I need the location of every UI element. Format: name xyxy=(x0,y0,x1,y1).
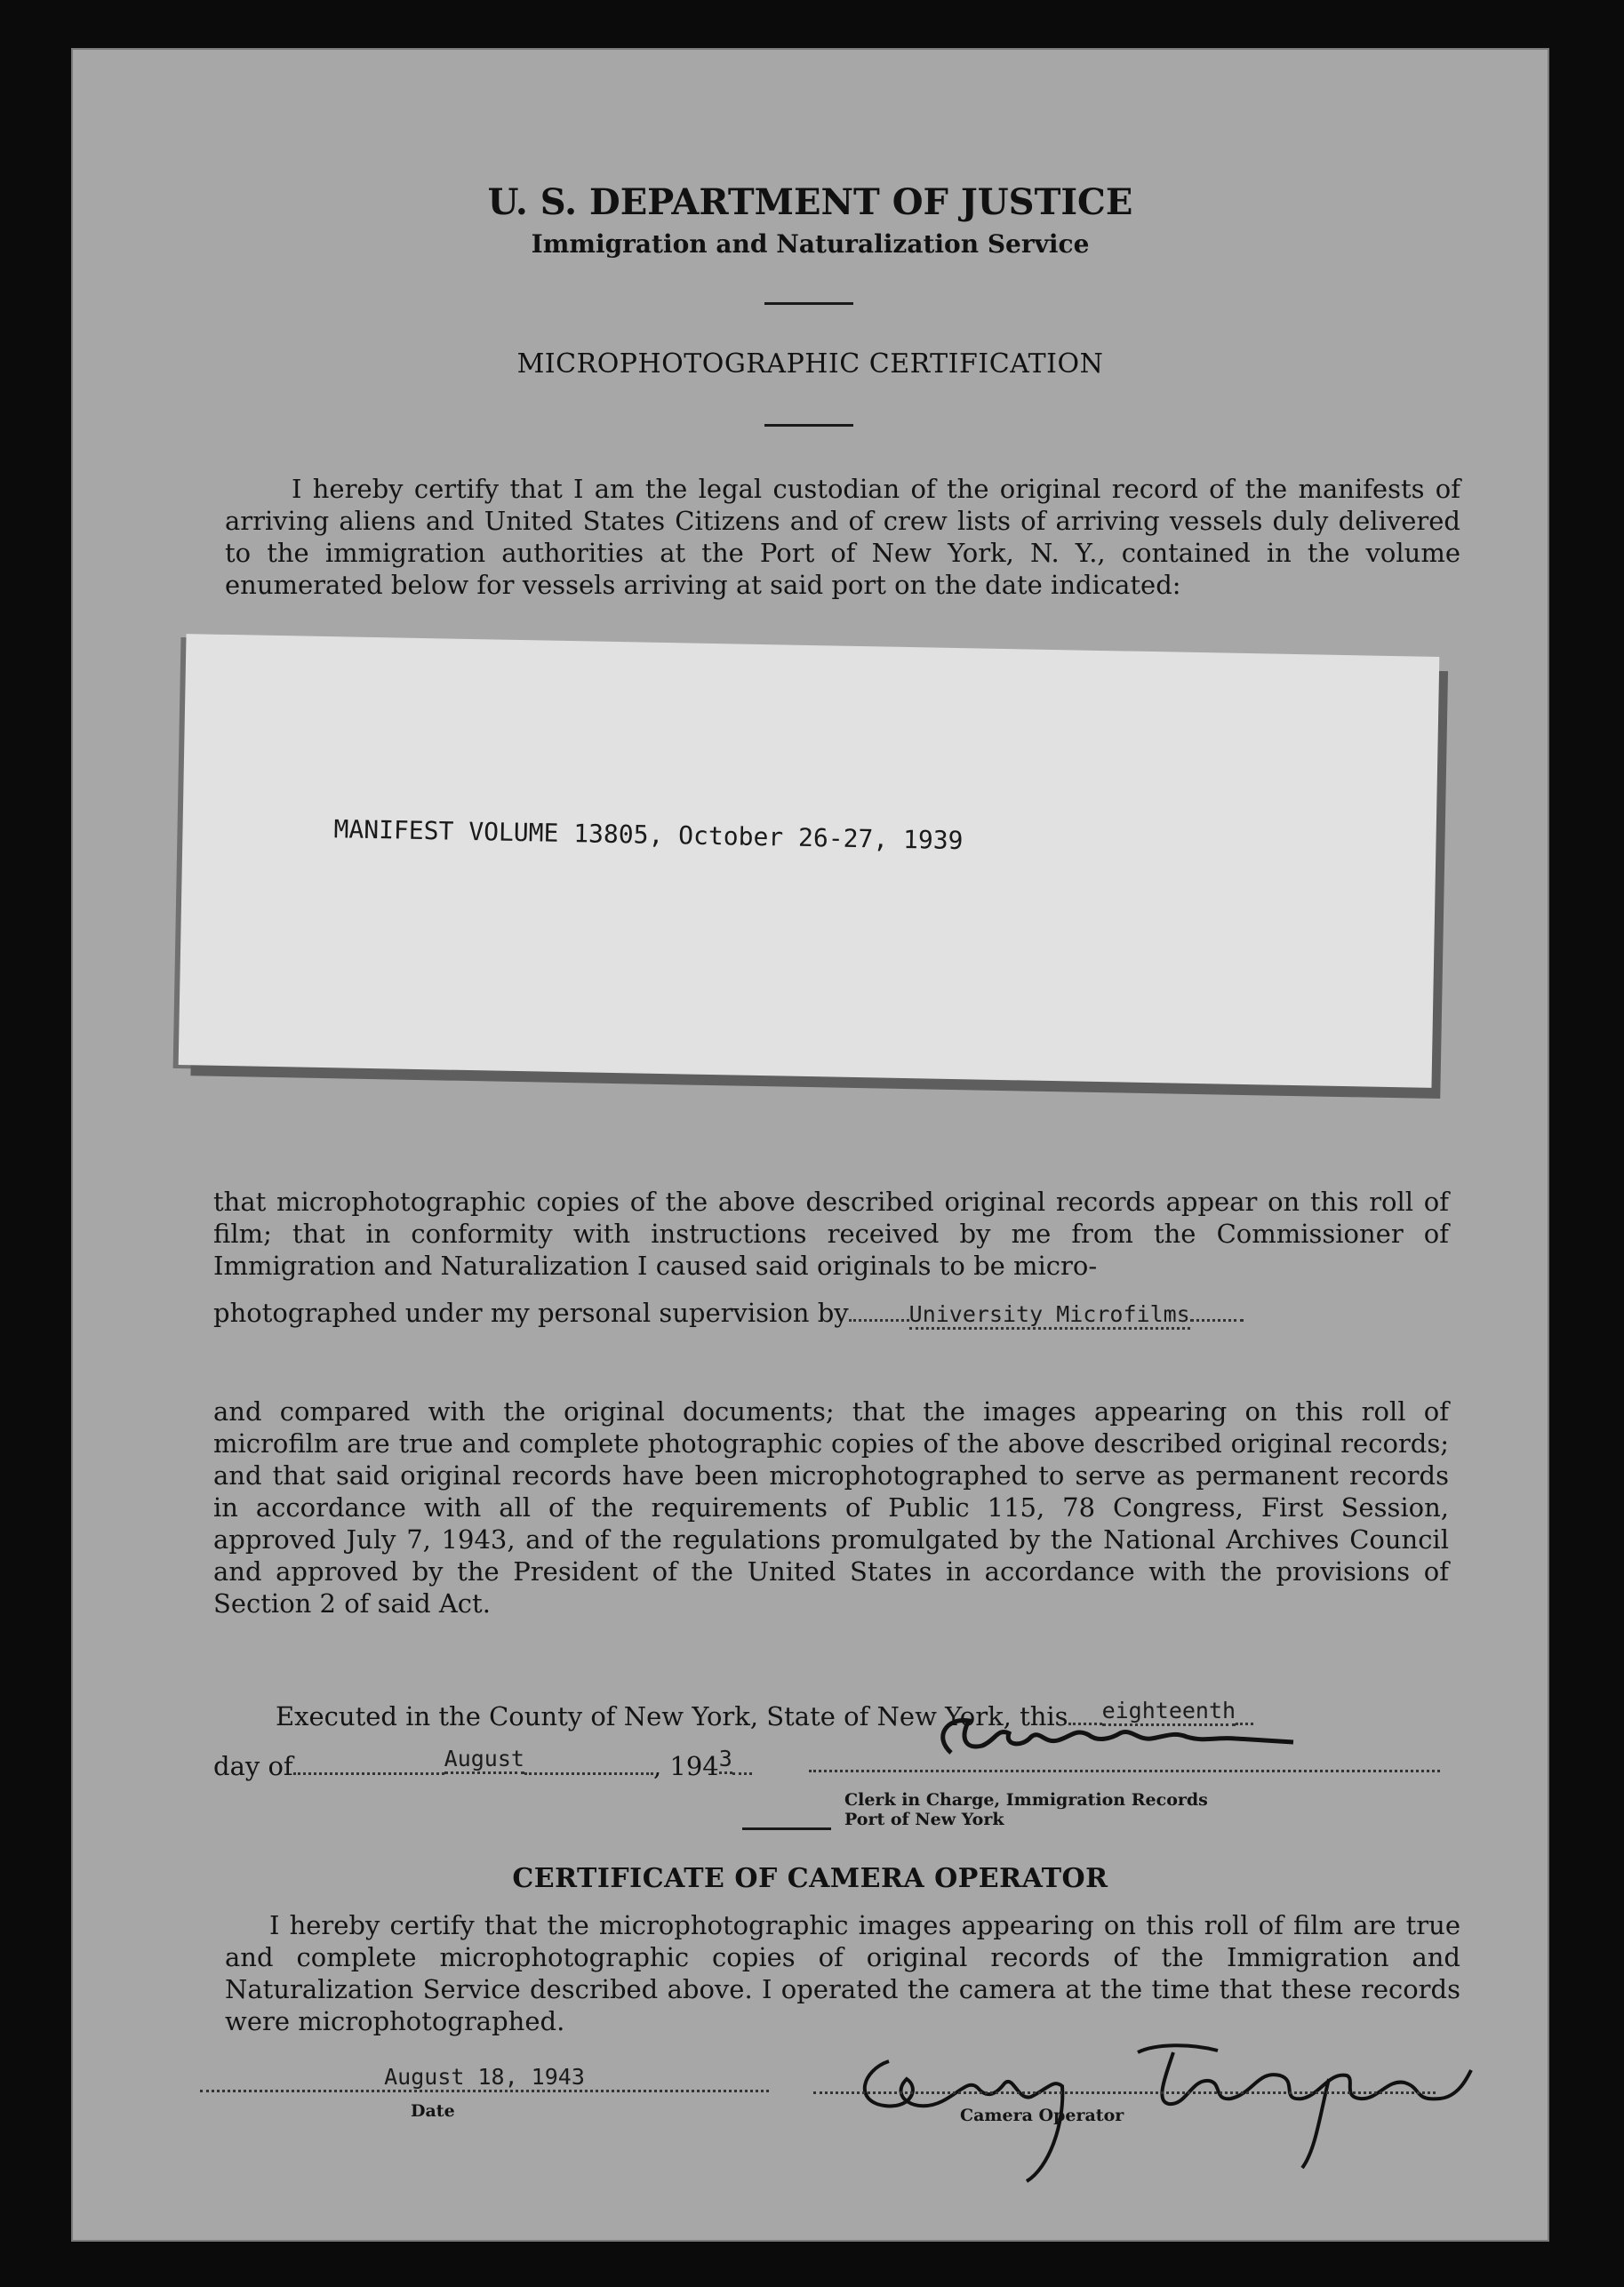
camera-certificate-title: CERTIFICATE OF CAMERA OPERATOR xyxy=(512,1863,1108,1894)
day-of-line xyxy=(213,1746,752,1781)
supervised-by-value: University Microfilms xyxy=(909,1301,1190,1330)
certification-title: MICROPHOTOGRAPHIC CERTIFICATION xyxy=(516,348,1104,380)
date-label: Date xyxy=(411,2101,455,2121)
camera-operator-signature-line xyxy=(813,2091,1436,2094)
divider-top xyxy=(764,302,853,305)
dotted-leader xyxy=(293,1772,444,1775)
dotted-leader xyxy=(524,1772,653,1775)
intro-paragraph: I hereby certify that I am the legal custodian of the original record of the manifests of arriving aliens and United States Citizens and of crew lists of arriving vessels duly delivered to the immigration authorities at the Port of New York, N. Y., contained in the volume enumerated below for vessels arriving at said port on the date indicated: xyxy=(225,474,1460,600)
clerk-signature-line xyxy=(809,1770,1440,1772)
day-of-label: day of xyxy=(213,1751,293,1781)
clerk-title-line1: Clerk in Charge, Immigration Records xyxy=(844,1790,1208,1810)
dotted-leader xyxy=(732,1772,752,1775)
camera-certificate-paragraph: I hereby certify that the microphotographic images appearing on this roll of film are true and complete microphotographic copies of original records of the Immigration and Naturalization Service described above. I operated the camera at the time that these records were microphotographed. xyxy=(225,1910,1460,2036)
date-value: August 18, 1943 xyxy=(384,2064,585,2090)
clerk-signature xyxy=(898,1701,1360,1772)
manifest-volume-text: MANIFEST VOLUME 13805, October 26-27, 1939 xyxy=(333,814,964,856)
executed-prefix: Executed in the County of New York, State of New York, this xyxy=(276,1701,1068,1731)
date-field xyxy=(200,2064,769,2092)
department-title: U. S. DEPARTMENT OF JUSTICE xyxy=(487,181,1133,223)
year-digit: 3 xyxy=(719,1746,732,1774)
clerk-title-line2: Port of New York xyxy=(844,1810,1004,1829)
executed-day-value: eighteenth xyxy=(1102,1698,1236,1726)
service-subtitle: Immigration and Naturalization Service xyxy=(531,229,1090,259)
year-prefix: , 194 xyxy=(652,1751,719,1781)
manifest-card xyxy=(179,634,1440,1088)
divider-second xyxy=(764,424,853,427)
divider-third xyxy=(742,1827,831,1830)
body-paragraph-b: and compared with the original documents; that the images appearing on this roll of microfilm are true and complete photographic copies of the above described original records; and that said original records have been microphotographed to serve as permanent records in accordance with all of the requirements of Public 115, 78 Congress, First Session, approved July 7, 1943, and of the regulations promulgated by the National Archives Council and approved by the President of the United States in accordance with the provisions of Section 2 of said Act. xyxy=(213,1396,1449,1619)
dotted-leader xyxy=(1190,1319,1244,1322)
body-paragraph-a: that microphotographic copies of the above described original records appear on this roll of film; that in conformity with instructions received by me from the Commissioner of Immigration and Naturalization I caused said originals to be micro- xyxy=(213,1187,1449,1281)
month-value: August xyxy=(444,1746,524,1774)
dotted-leader xyxy=(849,1319,909,1322)
camera-operator-label: Camera Operator xyxy=(960,2106,1124,2125)
camera-operator-signature xyxy=(836,2017,1476,2203)
supervision-prefix: photographed under my personal supervision by xyxy=(213,1298,849,1328)
supervision-line xyxy=(213,1298,1244,1328)
certificate-page xyxy=(71,48,1549,2242)
